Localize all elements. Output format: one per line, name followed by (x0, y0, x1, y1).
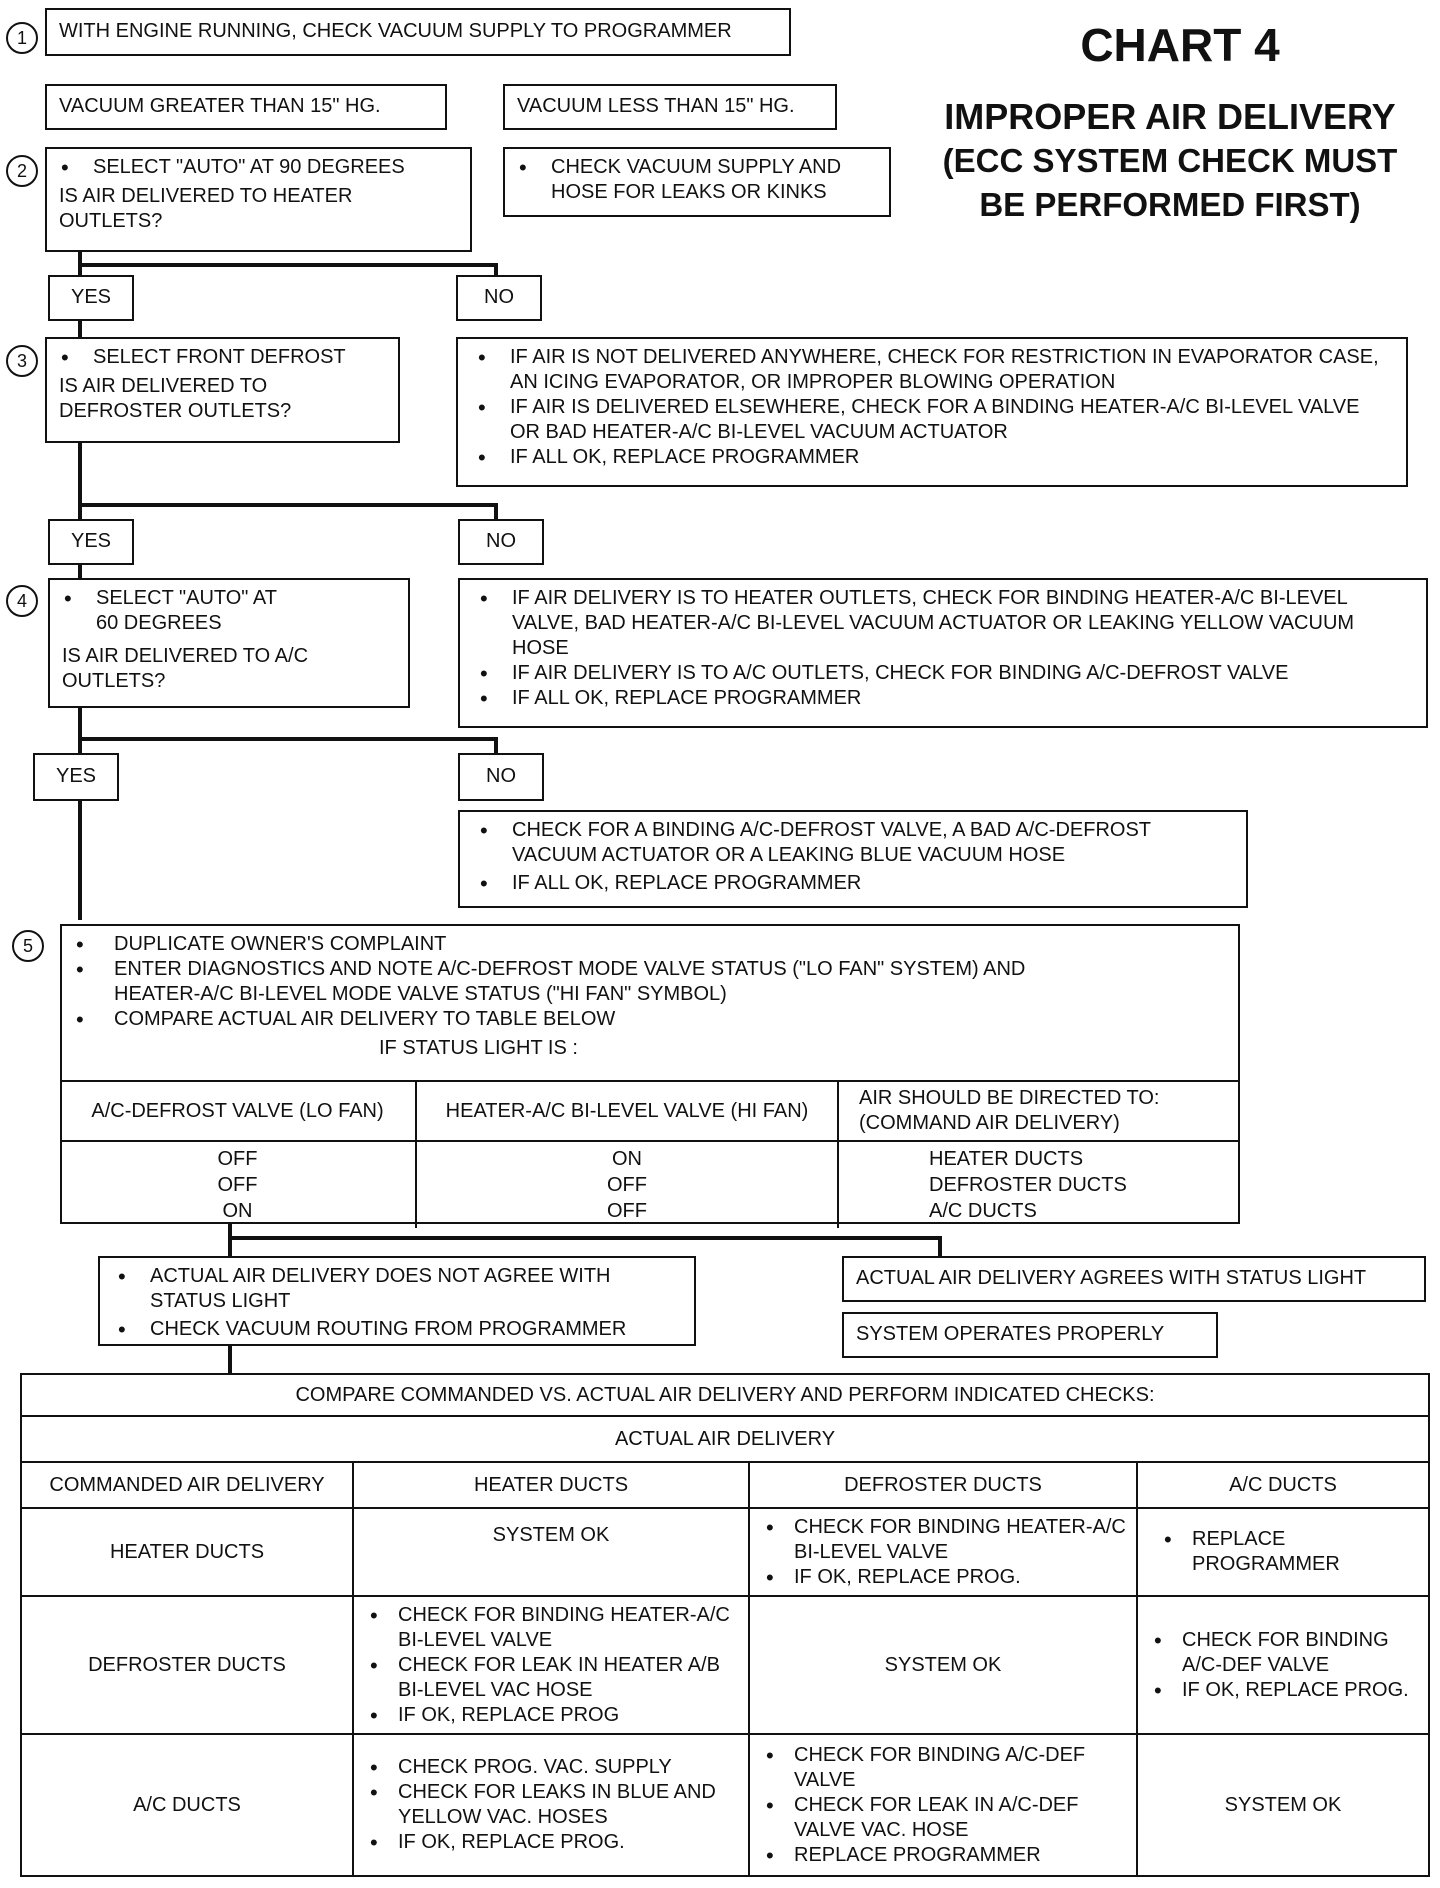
cell-heater (353, 1596, 749, 1734)
cell-defrost: SYSTEM OK (749, 1596, 1137, 1734)
comparison-header: COMPARE COMMANDED VS. ACTUAL AIR DELIVERY AND PERFORM INDICATED CHECKS: (21, 1374, 1429, 1416)
step4-no-item: • CHECK FOR A BINDING A/C-DEFROST VALVE, A BAD A/C-DEFROST VACUUM ACTUATOR OR A LEAKING BLUE VACUUM HOSE (478, 818, 1234, 868)
status-header-ac-defrost: A/C-DEFROST VALVE (LO FAN) (60, 1081, 416, 1141)
cell-ac (1137, 1596, 1429, 1734)
disagree-box (98, 1256, 696, 1346)
step2-bullet: • SELECT "AUTO" AT 90 DEGREES (59, 155, 458, 180)
check-item: • CHECK FOR LEAKS IN BLUE AND YELLOW VAC. HOSES (364, 1780, 738, 1830)
chart-title-line2: (ECC SYSTEM CHECK MUST (942, 142, 1398, 179)
step3-question: IS AIR DELIVERED TO DEFROSTER OUTLETS? (59, 375, 292, 422)
status-table (60, 1080, 1240, 1228)
step2-no-item: • IF ALL OK, REPLACE PROGRAMMER (476, 445, 1394, 470)
disagree-item: • ACTUAL AIR DELIVERY DOES NOT AGREE WITH STATUS LIGHT (116, 1264, 682, 1314)
status-col-direct (838, 1141, 1240, 1228)
vacuum-greater-text: VACUUM GREATER THAN 15" HG. (59, 95, 381, 117)
agree-text: ACTUAL AIR DELIVERY AGREES WITH STATUS LIGHT (856, 1267, 1367, 1289)
check-item: • CHECK FOR BINDING HEATER-A/C BI-LEVEL VALVE (760, 1515, 1126, 1565)
step5-bullet: • ENTER DIAGNOSTICS AND NOTE A/C-DEFROST MODE VALVE STATUS ("LO FAN" SYSTEM) AND HEATER-A/C BI-LEVEL MODE VALVE STATUS ("HI FAN" SYMBOL) (74, 957, 1074, 1007)
connector (78, 263, 498, 267)
step3-no-item: • IF ALL OK, REPLACE PROGRAMMER (478, 686, 1414, 711)
disagree-item: • CHECK VACUUM ROUTING FROM PROGRAMMER (116, 1317, 682, 1342)
step3-bullet: • SELECT FRONT DEFROST (59, 345, 386, 370)
check-item: • CHECK FOR LEAK IN A/C-DEF VALVE VAC. HOSE (760, 1793, 1126, 1843)
vacuum-less-action-box (503, 147, 891, 217)
step-number-4: 4 (6, 585, 38, 617)
row-label: HEATER DUCTS (21, 1508, 353, 1596)
step4-question: IS AIR DELIVERED TO A/C OUTLETS? (62, 645, 309, 692)
table-row (21, 1596, 1429, 1734)
comparison-table (20, 1373, 1430, 1877)
step3-yes-label: YES (48, 519, 134, 565)
step1-text: WITH ENGINE RUNNING, CHECK VACUUM SUPPLY TO PROGRAMMER (59, 20, 732, 42)
step3-no-actions (458, 578, 1428, 728)
connector (938, 1236, 942, 1256)
step4-box (48, 578, 410, 708)
check-item: • CHECK FOR BINDING A/C-DEF VALVE (760, 1743, 1126, 1793)
step4-no-item: • IF ALL OK, REPLACE PROGRAMMER (478, 871, 1234, 896)
status-value: DEFROSTER DUCTS (929, 1174, 1127, 1196)
status-col-bilevel (416, 1141, 838, 1228)
step5-bullet: • DUPLICATE OWNER'S COMPLAINT (74, 932, 1226, 957)
col-heater-ducts: HEATER DUCTS (353, 1462, 749, 1508)
step1-box (45, 8, 791, 56)
status-value: OFF (607, 1200, 647, 1222)
proper-text: SYSTEM OPERATES PROPERLY (856, 1323, 1165, 1345)
cell-ac (1137, 1508, 1429, 1596)
cell-defrost (749, 1734, 1137, 1876)
step4-yes-label: YES (33, 753, 119, 801)
step4-no-actions (458, 810, 1248, 908)
check-item: • CHECK FOR LEAK IN HEATER A/B BI-LEVEL VAC HOSE (364, 1653, 738, 1703)
proper-box (842, 1312, 1218, 1358)
cell-heater (353, 1734, 749, 1876)
status-light-text: IF STATUS LIGHT IS : (379, 1037, 578, 1059)
step2-box (45, 147, 472, 252)
step2-no-item: • IF AIR IS DELIVERED ELSEWHERE, CHECK FOR A BINDING HEATER-A/C BI-LEVEL VALVE OR BAD HEATER-A/C BI-LEVEL VACUUM ACTUATOR (476, 395, 1394, 445)
connector (228, 1344, 232, 1374)
step-number-2: 2 (6, 155, 38, 187)
check-item: • IF OK, REPLACE PROG. (364, 1830, 738, 1855)
step-number-1: 1 (6, 22, 38, 54)
check-item: • IF OK, REPLACE PROG (364, 1703, 738, 1728)
table-row (21, 1508, 1429, 1596)
step-number-5: 5 (12, 930, 44, 962)
step-number-3: 3 (6, 345, 38, 377)
step5-box (60, 924, 1240, 1224)
cell-heater: SYSTEM OK (353, 1508, 749, 1596)
step2-no-item: • IF AIR IS NOT DELIVERED ANYWHERE, CHECK FOR RESTRICTION IN EVAPORATOR CASE, AN ICING EVAPORATOR, OR IMPROPER BLOWING OPERATION (476, 345, 1394, 395)
vacuum-less-text: VACUUM LESS THAN 15" HG. (517, 95, 795, 117)
step3-no-label: NO (458, 519, 544, 565)
row-label: DEFROSTER DUCTS (21, 1596, 353, 1734)
connector (78, 737, 498, 741)
check-item: • REPLACE PROGRAMMER (1158, 1527, 1378, 1577)
status-header-direct: AIR SHOULD BE DIRECTED TO: (COMMAND AIR DELIVERY) (838, 1081, 1240, 1141)
connector (228, 1236, 942, 1240)
check-item: • IF OK, REPLACE PROG. (1148, 1678, 1418, 1703)
step2-yes-label: YES (48, 275, 134, 321)
actual-air-delivery-header: ACTUAL AIR DELIVERY (21, 1416, 1429, 1462)
status-col-ac-defrost (60, 1141, 416, 1228)
status-header-bilevel: HEATER-A/C BI-LEVEL VALVE (HI FAN) (416, 1081, 838, 1141)
cell-defrost (749, 1508, 1137, 1596)
check-item: • REPLACE PROGRAMMER (760, 1843, 1126, 1868)
step4-no-label: NO (458, 753, 544, 801)
vacuum-greater-box (45, 84, 447, 130)
col-commanded: COMMANDED AIR DELIVERY (21, 1462, 353, 1508)
check-item: • IF OK, REPLACE PROG. (760, 1565, 1126, 1590)
chart-number: CHART 4 (1080, 19, 1280, 71)
check-item: • CHECK PROG. VAC. SUPPLY (364, 1755, 738, 1780)
step2-no-label: NO (456, 275, 542, 321)
row-label: A/C DUCTS (21, 1734, 353, 1876)
connector (494, 503, 498, 519)
vacuum-less-action-text: • CHECK VACUUM SUPPLY AND HOSE FOR LEAKS OR KINKS (517, 155, 877, 205)
table-row (21, 1734, 1429, 1876)
status-value: OFF (217, 1148, 258, 1170)
agree-box (842, 1256, 1426, 1302)
status-value: ON (222, 1200, 253, 1222)
chart-title-line3: BE PERFORMED FIRST) (979, 186, 1361, 223)
chart-title (920, 95, 1420, 227)
connector (494, 737, 498, 753)
status-value: HEATER DUCTS (929, 1148, 1084, 1170)
step2-no-actions (456, 337, 1408, 487)
status-value: OFF (607, 1174, 647, 1196)
check-item: • CHECK FOR BINDING A/C-DEF VALVE (1148, 1628, 1418, 1678)
status-value: ON (612, 1148, 642, 1170)
col-defroster-ducts: DEFROSTER DUCTS (749, 1462, 1137, 1508)
cell-ac: SYSTEM OK (1137, 1734, 1429, 1876)
check-item: • CHECK FOR BINDING HEATER-A/C BI-LEVEL VALVE (364, 1603, 738, 1653)
chart-title-line1: IMPROPER AIR DELIVERY (944, 96, 1396, 137)
step2-question: IS AIR DELIVERED TO HEATER OUTLETS? (59, 185, 353, 232)
col-ac-ducts: A/C DUCTS (1137, 1462, 1429, 1508)
vacuum-less-box (503, 84, 837, 130)
connector (78, 503, 498, 507)
step3-box (45, 337, 400, 443)
status-value: A/C DUCTS (929, 1200, 1037, 1222)
step3-no-item: • IF AIR DELIVERY IS TO A/C OUTLETS, CHECK FOR BINDING A/C-DEFROST VALVE (478, 661, 1414, 686)
step3-no-item: • IF AIR DELIVERY IS TO HEATER OUTLETS, CHECK FOR BINDING HEATER-A/C BI-LEVEL VALVE, BAD HEATER-A/C BI-LEVEL VACUUM ACTUATOR OR LEAKING YELLOW VACUUM HOSE (478, 586, 1414, 661)
status-value: OFF (217, 1174, 258, 1196)
step5-bullet: • COMPARE ACTUAL AIR DELIVERY TO TABLE BELOW (74, 1007, 1226, 1032)
step4-bullet: • SELECT "AUTO" AT 60 DEGREES (62, 586, 286, 636)
